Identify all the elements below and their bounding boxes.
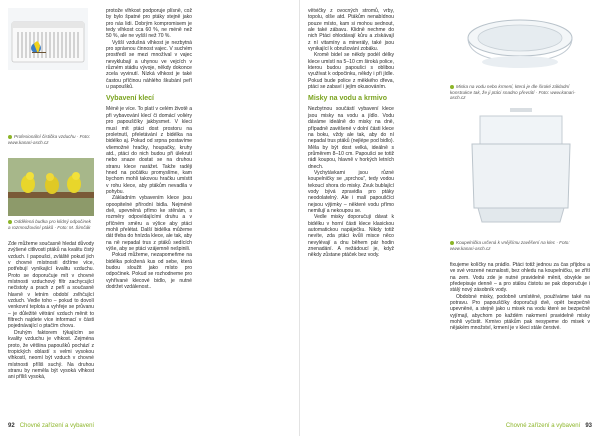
paragraph: Základním vybavením klece jsou opoopitelné přírodní bidla. Nejméně dvě, upevněná přímo ke stěnám, s rozměry odpovídajícími druhu a v příčném směru a výšce aby ptáci mohli přelétat. Další bidélka můžeme dát třeba do hnízda klece, ale tak, aby na ně nepadal trus z ptáků sedících výše, aby se ptáci vzájemně nešpinili. xyxy=(106,195,192,253)
paragraph: Obdobné misky, podobně umístěné, používáme také na potravu. Pro papouščíky doporučuji dvě, opět bezpečně upevněné, a stejně jako u misek na vodu které se bezpečně vyjímají, abychom po každém nakrmení pravidelně misky mohli vyčistit. Krmivo ptákům pak nesypeme do misek v nějakém množství, krmení je v kleci stále čerstvé. xyxy=(450,293,590,332)
paragraph: fixujeme kolíčky na prádlo. Ptáci totiž jednou za čas přijdou a ve své vrozené neznalosti, bez ohledu na koupelničku, se zřítí na zem. Vodu zde je nutné pravidelně měnit, obvykle se předepisuje denně – a pro stálou čistotu se pak doporučuje i stálý nový zásobník vody. xyxy=(450,262,590,294)
paragraph: Druhým faktorem týkajícím se kvality vzduchu je vlhkost. Zejména proto, že většina papoušků pochází z tropických oblastí s velmi vysokou vlhkostí, neomí být vzduch v chovné místnosti příliš suchý. Na druhou stranu by neměla být vysoká vlhkost ani příliš vysoká, xyxy=(8,329,94,381)
right-page xyxy=(300,0,600,436)
birds-in-box-photo xyxy=(8,158,94,216)
section-heading: Vybavení klecí xyxy=(106,95,154,103)
paragraph: Vychytávkami jsou různé koupelničky se „sprchou“, tedy vodou tekoucí shora do misky. Zvuk bublající vody bývá zpravidla pro ptáky neodolatelný. Ale i malí papouščíci nejsou výjimky – některé vodu přímo nemilují a nekoupou se. xyxy=(308,169,394,214)
bullet-icon xyxy=(450,241,454,245)
air-purifier-caption xyxy=(8,134,94,145)
page-number: 93 xyxy=(585,423,592,429)
page-number: 92 xyxy=(8,423,15,429)
paragraph: větvičky z ovocných stromů, vrby, topolu, olše atd. Ptákům nenabídnou pouze místo, kam si mohou sednout, ale také zábavu. Klidně nechme do nich Ptáci ohlodávají kůru a získávají z ní vitamíny a minerály, také jsou vynikající k obrušování zobáku. xyxy=(308,8,394,53)
caption-text: Koupelnička určená k vnějšímu zavěšení na klec · Foto: www.kanari-asch.cz xyxy=(450,240,570,251)
paragraph: protože vlhkost podporuje plísně, což by bylo špatné pro ptáky stejně jako pro nás lidi. Dobrým kompromisem je tedy vlhkost cca 60 %, ne méně než 50 %, ale ne vyšší než 70 %. xyxy=(106,8,192,40)
water-bowl-photo xyxy=(450,8,590,78)
water-bowl-caption xyxy=(450,84,590,101)
running-title: Chovné zařízení a vybavení xyxy=(505,423,581,429)
right-column-1 xyxy=(308,8,394,259)
caption-text: Profesionální čistička vzduchu · Foto: www.kanari-asch.cz xyxy=(8,134,91,145)
caption-text: Miska na vodu nebo krmení, která je dle široké základní konstrukce tak, že ji ptáci snadno převrátí · Foto: www.kanari-asch.cz xyxy=(450,84,576,101)
left-column-2 xyxy=(106,8,192,290)
paragraph: Nezbytnou součástí vybavení klece jsou misky na vodu a jídlo. Vodu dáváme ideálně do misky na dně, případně zavěšené v dolní části klece na boku, vždy ale tak, aby do ní nepadal trus ptáků (nejlépe pod bidlo). Měla by být dost velká, ideálně s průměrem 8–10 cm. Papoušci se totiž rádi koupou, hlavně v horkých letních dnech. xyxy=(308,106,394,170)
bird-bath-photo xyxy=(450,104,590,234)
paragraph: Kromě bidel se někdy podél délky klece umístí na 5–10 cm široká police, kterou budou papoušci s oblibou využívat k odpočinku, někdy i při jídle. Pokud bude police z měkkého dřeva, ptáci se zabaví i jejím okusováním. xyxy=(308,52,394,91)
bird-bath-caption xyxy=(450,240,590,251)
paragraph: Vyšší vzdušná vlhkost je nezbytná pro správnou činnost vajec. V suchém prostředí se mezi množíval v vajec nevyklubají a uhynou ve vejcích v různém stádiu vývoje, někdy dokonce zcela vyvinutí. Nízká vlhkost je také častou příčinou náhlého škubání peří u papoušků. xyxy=(106,39,192,91)
birds-caption xyxy=(8,219,94,230)
right-footer xyxy=(506,422,592,430)
running-title: Chovné zařízení a vybavení xyxy=(19,423,95,429)
bullet-icon xyxy=(8,220,12,224)
paragraph: Vedle misky doporučuji dávat k bidélku v horní části klece klasickou automatickou napáječku. Nikdy totiž nevíte, zda ptáci kvůli misce něco nevylévají a dnu během pár hodin znenadání. A nežádoucí je, když někdy zůstane ptáček bez vody. xyxy=(308,214,394,259)
caption-text: Oddělená budka pro klidný odpočinek a rozmnožování ptáků · Foto: M. Šimčák xyxy=(8,219,91,230)
bullet-icon xyxy=(450,85,454,89)
paragraph: Pokud můžeme, nezapomeňme na bidélka položená kus od sebe, která budou sloužit jako místo pro odpočinek. Pokud se rozhodneme pro vyhřívané klecové bidlo, je nutné dodržet vzdálenost.. xyxy=(106,252,192,291)
paragraph: Zde můžeme současně hledat důvody zvýšené citlivosti ptáků na kvalitu čistý vzduch. I papoušci, zvláště pokud jich v chovné místnosti držíme více, potřebují vynikající kvalitu vzduchu. Proto se doporučuje mít v chovné místnosti vzduchový filtr zachycující nečistoty a prach z peří a současně hlavně v letním období zvlhčující vzduch. Vedle toho – pokud to dovolí venkovní teplota a vyhřeje se průvanu – je důležité větrání vzduch měnit to filtrech najdete více informací v části pojednávající o ptačím chovu. xyxy=(8,241,94,330)
left-column-1 xyxy=(8,241,94,381)
air-purifier-photo xyxy=(8,8,88,70)
right-column-2 xyxy=(450,262,590,332)
bullet-icon xyxy=(8,135,12,139)
section-heading: Misky na vodu a krmivo xyxy=(308,95,387,103)
paragraph: Méně je více. To platí v celém životě a při vybavování klecí či domácí voliéry pro papouščíky jakbysmet. V kleci musí mít ptáci dost prostoru na proletnutí, přeletávání z bidélka na bidélko aj. Pokud od srpna postavíme všemožné hračky, houpačky, kruhy atd., ptáci do nich budou při úlekrutí nebo snaze dostat se na druhou stranu klece narážet. Takže raději hned na počátku promyslíme, kam bychom mohli takovou hračku umístit v rohu klece, aby ptákům nevadila v pohybu. xyxy=(106,106,192,195)
left-footer xyxy=(8,422,94,430)
